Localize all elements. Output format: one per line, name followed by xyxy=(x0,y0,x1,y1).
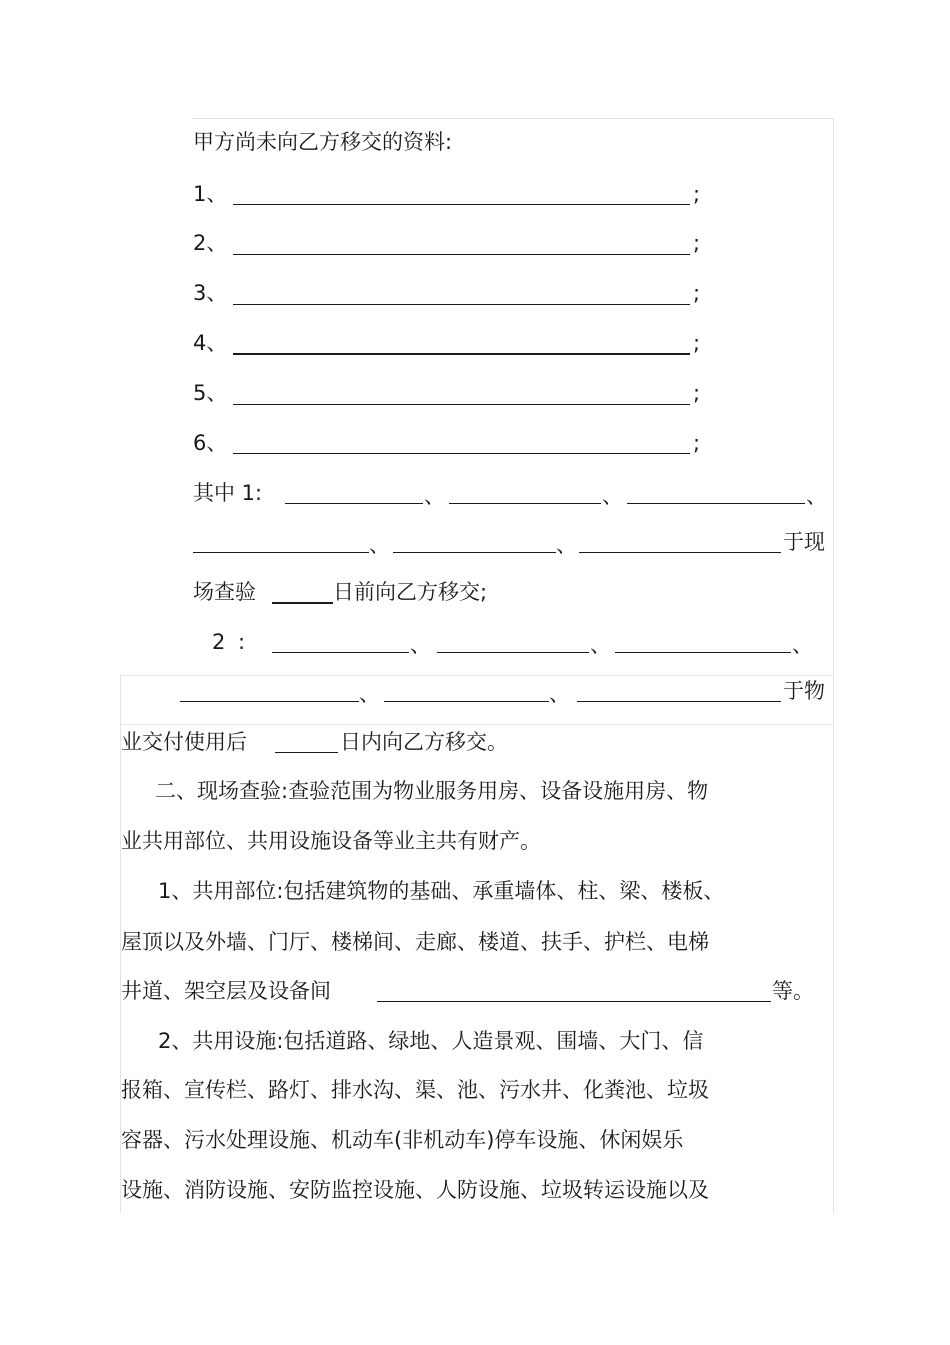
separator: 、 xyxy=(424,484,445,508)
clause2-blank[interactable] xyxy=(615,652,791,653)
separator: 、 xyxy=(410,633,431,657)
list-item-end: ; xyxy=(693,231,701,255)
list-item-number: 6、 xyxy=(193,431,228,455)
list-item-blank[interactable] xyxy=(233,304,690,305)
section2-paragraph3-line4: 设施、消防设施、安防监控设施、人防设施、垃圾转运设施以及 xyxy=(121,1178,709,1202)
section2-paragraph2-line1: 1、共用部位:包括建筑物的基础、承重墙体、柱、梁、楼板、 xyxy=(158,879,725,903)
section2-paragraph1-line2: 业共用部位、共用设施设备等业主共有财产。 xyxy=(121,829,541,853)
frame-right-line xyxy=(833,118,834,1213)
list-item-end: ; xyxy=(693,331,701,355)
separator: 、 xyxy=(590,633,611,657)
section2-paragraph2-line3-start: 井道、架空层及设备间 xyxy=(121,979,331,1003)
clause2-blank[interactable] xyxy=(577,701,781,702)
section2-paragraph3-line3: 容器、污水处理设施、机动车(非机动车)停车设施、休闲娱乐 xyxy=(121,1128,684,1152)
separator: 、 xyxy=(602,484,623,508)
section2-paragraph3-line2: 报箱、宣传栏、路灯、排水沟、渠、池、污水井、化粪池、垃圾 xyxy=(121,1078,709,1102)
list-item-number: 1、 xyxy=(193,182,228,206)
clause1-blank[interactable] xyxy=(193,552,369,553)
clause1-days-blank[interactable] xyxy=(272,602,333,604)
clause1-line3-start: 场查验 xyxy=(193,580,256,604)
clause2-blank[interactable] xyxy=(384,701,549,702)
list-item-number: 4、 xyxy=(193,331,228,355)
section2-paragraph2-line3-end: 等。 xyxy=(772,979,814,1003)
clause2-line3-start: 业交付使用后 xyxy=(121,730,247,754)
clause2-label: 2 : xyxy=(212,630,249,654)
clause1-blank[interactable] xyxy=(449,503,601,504)
clause1-blank[interactable] xyxy=(285,503,423,504)
list-item-end: ; xyxy=(693,182,701,206)
clause1-tail: 于现 xyxy=(783,530,825,554)
separator: 、 xyxy=(792,633,813,657)
frame-mid-top-line xyxy=(120,675,834,676)
separator: 、 xyxy=(806,484,827,508)
section2-paragraph1-line1: 二、现场查验:查验范围为物业服务用房、设备设施用房、物 xyxy=(155,779,709,803)
clause1-line3-end: 日前向乙方移交; xyxy=(333,580,488,604)
clause1-blank[interactable] xyxy=(579,552,781,553)
section2-paragraph3-line1: 2、共用设施:包括道路、绿地、人造景观、围墙、大门、信 xyxy=(158,1029,704,1053)
list-item-end: ; xyxy=(693,381,701,405)
frame-mid-bottom-line xyxy=(120,724,834,725)
separator: 、 xyxy=(359,682,380,706)
list-item-number: 5、 xyxy=(193,381,228,405)
list-item-number: 2、 xyxy=(193,231,228,255)
clause2-line3-end: 日内向乙方移交。 xyxy=(340,730,508,754)
clause1-label: 其中 1: xyxy=(193,481,263,505)
list-item-end: ; xyxy=(693,281,701,305)
clause1-blank[interactable] xyxy=(393,552,556,553)
clause2-blank[interactable] xyxy=(437,652,589,653)
list-item-blank[interactable] xyxy=(233,453,690,454)
separator: 、 xyxy=(556,533,577,557)
list-item-number: 3、 xyxy=(193,281,228,305)
equipment-room-blank[interactable] xyxy=(377,1001,771,1002)
clause2-tail: 于物 xyxy=(783,679,825,703)
list-item-end: ; xyxy=(693,431,701,455)
clause1-blank[interactable] xyxy=(627,503,805,504)
list-item-blank[interactable] xyxy=(233,204,690,205)
clause2-days-blank[interactable] xyxy=(275,752,338,753)
frame-top-line xyxy=(192,118,834,119)
separator: 、 xyxy=(549,682,570,706)
section2-paragraph2-line2: 屋顶以及外墙、门厅、楼梯间、走廊、楼道、扶手、护栏、电梯 xyxy=(121,930,709,954)
list-item-blank[interactable] xyxy=(233,254,690,255)
list-item-blank[interactable] xyxy=(233,353,690,355)
clause2-blank[interactable] xyxy=(180,701,359,702)
separator: 、 xyxy=(369,533,390,557)
intro-text: 甲方尚未向乙方移交的资料: xyxy=(193,130,453,154)
clause2-blank[interactable] xyxy=(272,652,409,653)
list-item-blank[interactable] xyxy=(233,404,690,405)
